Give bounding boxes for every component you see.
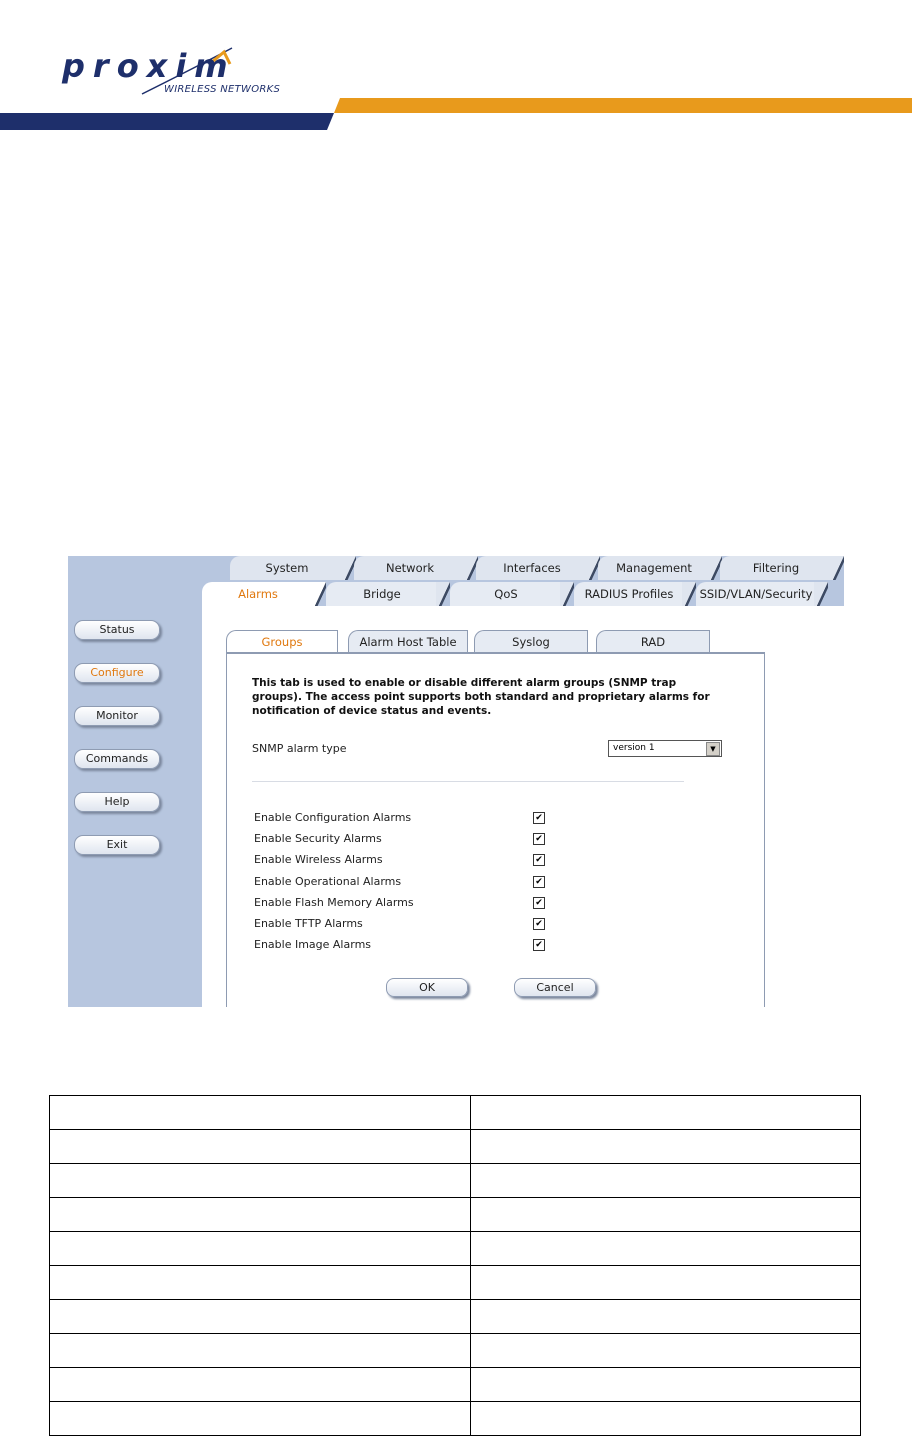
table-cell	[50, 1198, 471, 1232]
table-cell	[50, 1130, 471, 1164]
table-row	[50, 1334, 861, 1368]
tab-radius-profiles[interactable]: RADIUS Profiles	[574, 582, 684, 606]
divider	[252, 781, 684, 782]
alarm-label-operational: Enable Operational Alarms	[254, 875, 402, 888]
tab-filtering[interactable]: Filtering	[720, 556, 832, 580]
cancel-button[interactable]: Cancel	[514, 978, 596, 997]
commands-button[interactable]: Commands	[74, 749, 160, 769]
alarm-checkbox-tftp[interactable]: ✔	[533, 918, 545, 930]
table-cell	[50, 1402, 471, 1436]
alarm-checkbox-configuration[interactable]: ✔	[533, 812, 545, 824]
table-cell	[471, 1164, 861, 1198]
table-row	[50, 1266, 861, 1300]
tab-ssid-vlan-security[interactable]: SSID/VLAN/Security	[696, 582, 816, 606]
table-row	[50, 1232, 861, 1266]
alarm-label-flash-memory: Enable Flash Memory Alarms	[254, 896, 414, 909]
status-button[interactable]: Status	[74, 620, 160, 640]
tab-system[interactable]: System	[230, 556, 344, 580]
tab-interfaces[interactable]: Interfaces	[476, 556, 588, 580]
configure-button[interactable]: Configure	[74, 663, 160, 683]
table-cell	[471, 1096, 861, 1130]
table-cell	[50, 1096, 471, 1130]
table-cell	[471, 1130, 861, 1164]
alarm-label-security: Enable Security Alarms	[254, 832, 382, 845]
tab-bridge[interactable]: Bridge	[326, 582, 438, 606]
alarm-label-image: Enable Image Alarms	[254, 938, 372, 951]
table-cell	[471, 1334, 861, 1368]
table-row	[50, 1096, 861, 1130]
table-cell	[471, 1300, 861, 1334]
table-row	[50, 1300, 861, 1334]
table-cell	[50, 1164, 471, 1198]
snmp-alarm-type-select[interactable]: version 1 ▼	[608, 740, 722, 757]
alarm-label-tftp: Enable TFTP Alarms	[254, 917, 363, 930]
subtab-groups[interactable]: Groups	[226, 630, 338, 653]
chevron-down-icon[interactable]: ▼	[706, 742, 720, 756]
snmp-alarm-type-label: SNMP alarm type	[252, 742, 347, 755]
parameter-table	[49, 1095, 861, 1436]
subtab-syslog[interactable]: Syslog	[474, 630, 588, 653]
alarm-checkbox-operational[interactable]: ✔	[533, 876, 545, 888]
table-cell	[50, 1300, 471, 1334]
alarm-checkbox-wireless[interactable]: ✔	[533, 854, 545, 866]
tab-alarms[interactable]: Alarms	[202, 582, 314, 606]
alarm-checkbox-image[interactable]: ✔	[533, 939, 545, 951]
alarm-label-wireless: Enable Wireless Alarms	[254, 853, 383, 866]
proxim-logo	[62, 44, 292, 100]
table-cell	[50, 1232, 471, 1266]
table-cell	[471, 1266, 861, 1300]
table-cell	[471, 1368, 861, 1402]
subtab-rad[interactable]: RAD	[596, 630, 710, 653]
exit-button[interactable]: Exit	[74, 835, 160, 855]
ok-button[interactable]: OK	[386, 978, 468, 997]
table-cell	[471, 1232, 861, 1266]
table-cell	[50, 1368, 471, 1402]
table-row	[50, 1130, 861, 1164]
table-cell	[471, 1198, 861, 1232]
table-cell	[50, 1266, 471, 1300]
alarm-checkbox-flash-memory[interactable]: ✔	[533, 897, 545, 909]
tab-management[interactable]: Management	[598, 556, 710, 580]
header-band	[0, 96, 912, 130]
description-text: This tab is used to enable or disable different alarm groups (SNMP trap groups). The access point supports both standard and proprietary alarms for notification of device status and events.	[252, 677, 710, 717]
alarm-label-configuration: Enable Configuration Alarms	[254, 811, 412, 824]
config-screenshot	[68, 556, 844, 1007]
table-row	[50, 1198, 861, 1232]
logo-tagline: WIRELESS NETWORKS	[164, 84, 281, 95]
alarm-checkbox-security[interactable]: ✔	[533, 833, 545, 845]
table-row	[50, 1164, 861, 1198]
subtab-alarm-host-table[interactable]: Alarm Host Table	[348, 630, 468, 653]
tab-network[interactable]: Network	[354, 556, 466, 580]
table-cell	[50, 1334, 471, 1368]
table-cell	[471, 1402, 861, 1436]
logo-wordmark: proxim	[62, 47, 236, 85]
tab-qos[interactable]: QoS	[450, 582, 562, 606]
monitor-button[interactable]: Monitor	[74, 706, 160, 726]
table-row	[50, 1368, 861, 1402]
table-row	[50, 1402, 861, 1436]
help-button[interactable]: Help	[74, 792, 160, 812]
